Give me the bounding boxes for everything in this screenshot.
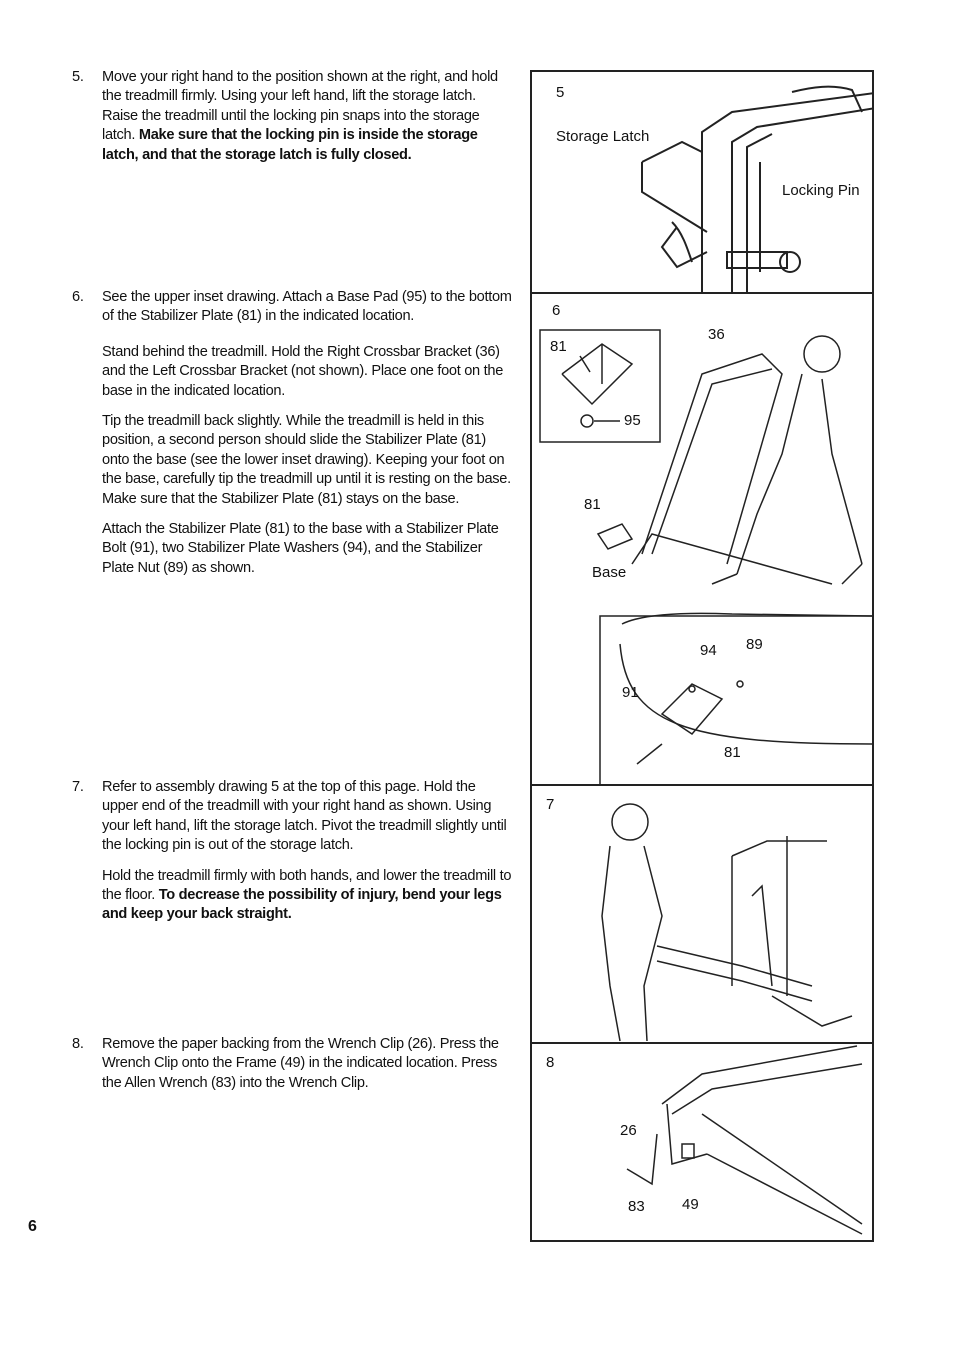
- label-36: 36: [708, 326, 725, 343]
- step-paragraph: [102, 343, 512, 401]
- step-paragraph: [102, 68, 512, 165]
- step-6: [72, 288, 512, 589]
- step-number: 5.: [72, 69, 84, 85]
- step-number: 6.: [72, 289, 84, 305]
- figure-7-drawing: [532, 786, 874, 1044]
- label-locking-pin: Locking Pin: [782, 182, 860, 199]
- step-5: [72, 68, 512, 176]
- paragraph-warning: Make sure that the locking pin is inside the storage latch, and that the storage latch is fully closed.: [102, 127, 478, 163]
- label-94: 94: [700, 642, 717, 659]
- paragraph-text: See the upper inset drawing. Attach a Base Pad (95) to the bottom of the Stabilizer Plate (81) in the indicated location.: [102, 289, 512, 325]
- step-paragraph: [102, 412, 512, 509]
- paragraph-text: Refer to assembly drawing 5 at the top of this page. Hold the upper end of the treadmill with your right hand as shown. Using your left hand, lift the storage latch. Pivot the treadmill slightly until the locking pin is out of the storage latch.: [102, 779, 507, 854]
- paragraph-text: Hold the treadmill firmly with both hands, and lower the treadmill to the floor.: [102, 867, 512, 904]
- step-paragraph: [102, 778, 512, 856]
- step-paragraph: [102, 867, 512, 925]
- paragraph-warning: To decrease the possibility of injury, bend your legs and keep your back straight.: [102, 887, 502, 923]
- figure-6-drawing: [532, 294, 874, 786]
- page-number: 6: [28, 1218, 37, 1235]
- figure-5: [530, 70, 874, 294]
- figure-number: 7: [546, 796, 555, 813]
- figure-8: [530, 1042, 874, 1242]
- step-paragraph: [102, 1035, 512, 1093]
- figure-number: 8: [546, 1054, 555, 1071]
- label-95: 95: [624, 412, 641, 429]
- paragraph-text: Move your right hand to the position shown at the right, and hold the treadmill firmly. Using your left hand, lift the storage latch. Raise the treadmill until the locking pin snaps into the storage latch.: [102, 69, 498, 144]
- step-body: [102, 778, 512, 925]
- step-number: 8.: [72, 1036, 84, 1052]
- step-body: [102, 1035, 512, 1093]
- paragraph-text: Attach the Stabilizer Plate (81) to the base with a Stabilizer Plate Bolt (91), two Stabilizer Plate Washers (94), and the Stabilizer Plate Nut (89) as shown.: [102, 521, 499, 576]
- paragraph-text: Tip the treadmill back slightly. While the treadmill is held in this position, a second person should slide the Stabilizer Plate (81) onto the base (see the lower inset drawing). Keeping your foot on the base, carefully tip the treadmill up until it is resting on the base. Make sure that the Stabilizer Plate (81) stays on the base.: [102, 413, 511, 507]
- paragraph-text: Stand behind the treadmill. Hold the Right Crossbar Bracket (36) and the Left Crossbar Bracket (not shown). Place one foot on the base in the indicated location.: [102, 343, 504, 399]
- label-81: 81: [550, 338, 567, 355]
- step-paragraph: [102, 520, 512, 578]
- label-89: 89: [746, 636, 763, 653]
- label-26: 26: [620, 1122, 637, 1139]
- figure-8-drawing: [532, 1044, 874, 1242]
- step-number: 7.: [72, 779, 84, 795]
- step-body: [102, 68, 512, 165]
- step-7: [72, 778, 512, 936]
- label-83: 83: [628, 1198, 645, 1215]
- step-8: [72, 1035, 512, 1104]
- label-81: 81: [724, 744, 741, 761]
- paragraph-text: Remove the paper backing from the Wrench Clip (26). Press the Wrench Clip onto the Frame (49) in the indicated location. Press the Allen Wrench (83) into the Wrench Clip.: [102, 1036, 499, 1091]
- label-base: Base: [592, 564, 627, 581]
- step-paragraph: [102, 288, 512, 327]
- label-81: 81: [584, 496, 601, 513]
- label-49: 49: [682, 1196, 699, 1213]
- step-body: [102, 288, 512, 578]
- figure-7: [530, 784, 874, 1044]
- label-91: 91: [622, 684, 639, 701]
- label-storage-latch: Storage Latch: [556, 128, 650, 145]
- figure-number: 6: [552, 302, 561, 319]
- figure-6: [530, 292, 874, 786]
- figure-number: 5: [556, 84, 565, 101]
